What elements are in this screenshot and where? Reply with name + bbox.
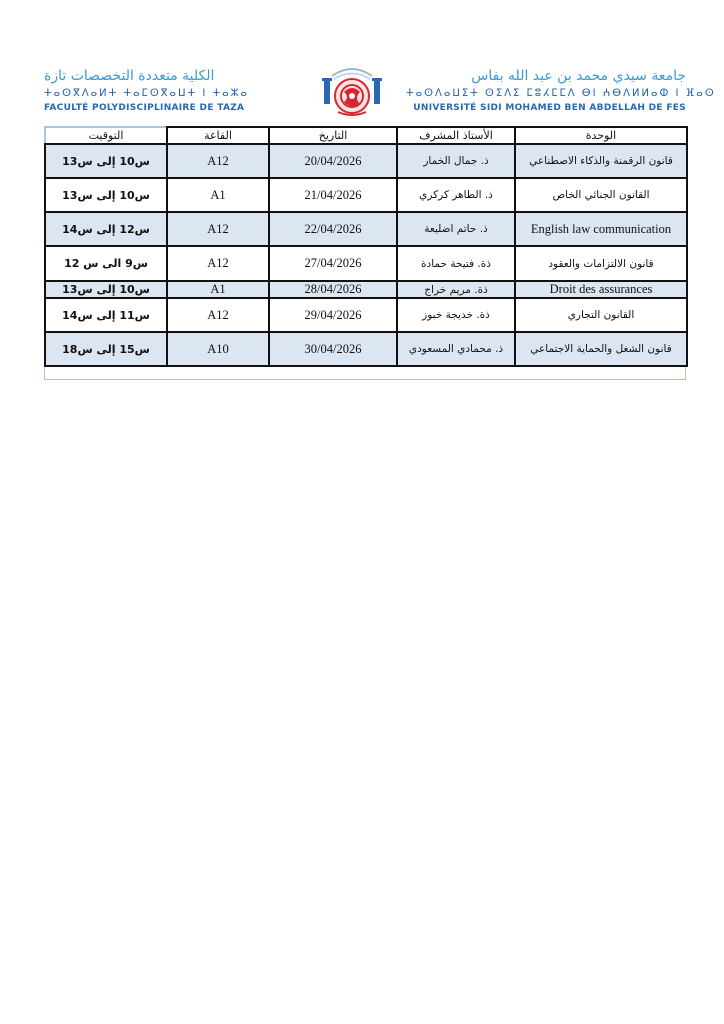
- faculty-block: [44, 68, 316, 114]
- cell-time: س15 إلى س18: [45, 332, 167, 366]
- faculty-name-tifinagh: ⵜⴰⵙⴳⴷⴰⵍⵜ ⵜⴰⵎⵙⴳⴰⵡⵜ ⵏ ⵜⴰⵣⴰ: [44, 88, 249, 99]
- university-block: [406, 68, 716, 114]
- cell-module: قانون الشغل والحماية الاجتماعي: [515, 332, 687, 366]
- table-row: [45, 332, 687, 366]
- table-row: [45, 144, 687, 178]
- university-name-tifinagh: ⵜⴰⵙⴷⴰⵡⵉⵜ ⵙⵉⴷⵉ ⵎⵓⵃⵎⵎⴷ ⴱⵏ ⵄⴱⴷⵍⵍⴰⵀ ⵏ ⴼⴰⵙ: [406, 88, 716, 99]
- university-emblem-icon: [320, 66, 384, 124]
- cell-room: A12: [167, 212, 269, 246]
- cell-professor: ذ. الطاهر كركري: [397, 178, 515, 212]
- cell-module: قانون الرقمنة والذكاء الاصطناعي: [515, 144, 687, 178]
- cell-date: 30/04/2026: [269, 332, 397, 366]
- header-date: التاريخ: [269, 127, 397, 144]
- cell-time: س9 الى س 12: [45, 246, 167, 281]
- cell-time: س12 إلى س14: [45, 212, 167, 246]
- cell-date: 28/04/2026: [269, 281, 397, 298]
- cell-module: قانون الالتزامات والعقود: [515, 246, 687, 281]
- cell-room: A10: [167, 332, 269, 366]
- table-row: [45, 212, 687, 246]
- cell-module: Droit des assurances: [515, 281, 687, 298]
- cell-date: 29/04/2026: [269, 298, 397, 332]
- header-room: القاعة: [167, 127, 269, 144]
- cell-date: 21/04/2026: [269, 178, 397, 212]
- cell-room: A1: [167, 178, 269, 212]
- cell-date: 22/04/2026: [269, 212, 397, 246]
- table-bottom-strip: [44, 367, 686, 380]
- header-module: الوحدة: [515, 127, 687, 144]
- cell-time: س10 إلى س13: [45, 281, 167, 298]
- cell-time: س10 إلى س13: [45, 144, 167, 178]
- cell-professor: ذة. فتيحة حمادة: [397, 246, 515, 281]
- cell-module: English law communication: [515, 212, 687, 246]
- cell-professor: ذ. جمال الخمار: [397, 144, 515, 178]
- cell-professor: ذة. مريم خراج: [397, 281, 515, 298]
- document-header: [44, 66, 716, 124]
- cell-professor: ذة. خديجة خبوز: [397, 298, 515, 332]
- cell-time: س10 إلى س13: [45, 178, 167, 212]
- cell-module: القانون الجنائي الخاص: [515, 178, 687, 212]
- table-header-row: [45, 127, 687, 144]
- cell-module: القانون التجاري: [515, 298, 687, 332]
- cell-room: A1: [167, 281, 269, 298]
- cell-professor: ذ. حاتم اضليعة: [397, 212, 515, 246]
- header-professor: الأستاذ المشرف: [397, 127, 515, 144]
- university-name-arabic: جامعة سيدي محمد بن عبد الله بفاس: [471, 68, 686, 84]
- table-row: [45, 246, 687, 281]
- university-name-french: UNIVERSITÉ SIDI MOHAMED BEN ABDELLAH DE FES: [413, 103, 686, 113]
- faculty-name-french: FACULTÉ POLYDISCIPLINAIRE DE TAZA: [44, 103, 245, 113]
- schedule-table-container: [44, 126, 686, 380]
- table-row: [45, 178, 687, 212]
- cell-date: 27/04/2026: [269, 246, 397, 281]
- cell-date: 20/04/2026: [269, 144, 397, 178]
- cell-room: A12: [167, 246, 269, 281]
- cell-room: A12: [167, 144, 269, 178]
- table-row: [45, 298, 687, 332]
- header-time: التوقيت: [45, 127, 167, 144]
- cell-time: س11 إلى س14: [45, 298, 167, 332]
- cell-professor: ذ. محمادي المسعودي: [397, 332, 515, 366]
- cell-room: A12: [167, 298, 269, 332]
- table-row: [45, 281, 687, 298]
- faculty-name-arabic: الكلية متعددة التخصصات تازة: [44, 68, 215, 84]
- exam-schedule-table: [44, 126, 688, 367]
